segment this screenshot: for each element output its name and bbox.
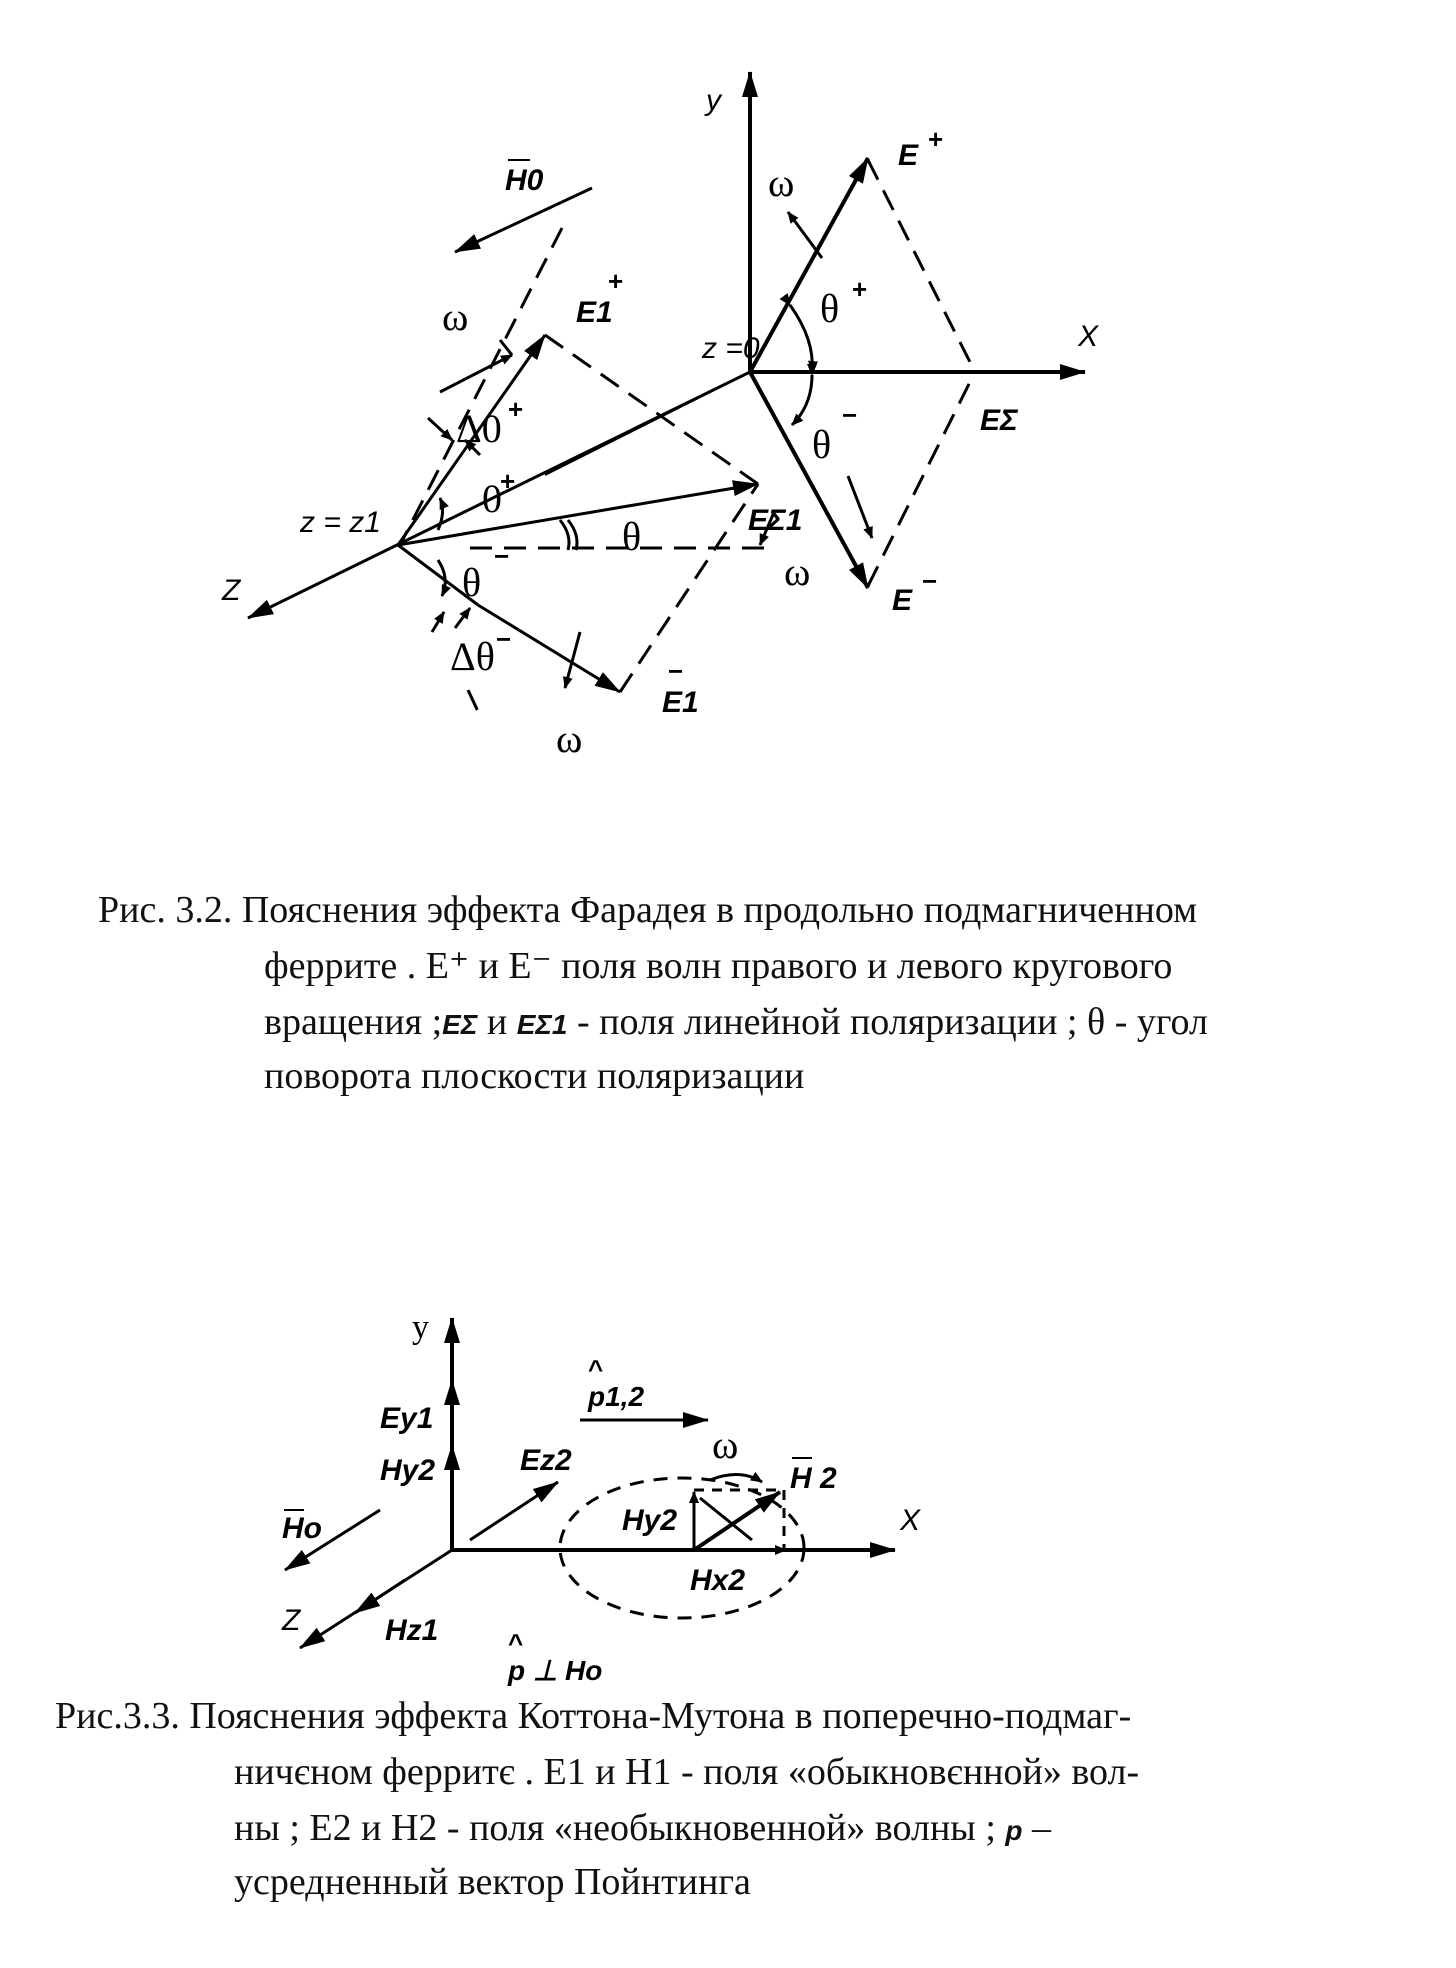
- delta-theta-minus-arrow-2: [432, 612, 444, 632]
- delta-theta-minus-label: Δθ: [450, 634, 495, 679]
- caption-3-3-line1: Пояснения эффекта Коттона-Мутона в поперечно-подмаг-: [189, 1695, 1132, 1737]
- x-axis-label: X: [1078, 320, 1099, 353]
- dashed-e-plus-side: [868, 160, 975, 372]
- dashed-e-minus-side: [868, 372, 975, 586]
- zero-plus-label: 0: [482, 476, 502, 521]
- caption-3-3-line3-a: ны ; E2 и H2 - поля «необыкновенной» волны ;: [234, 1807, 996, 1849]
- hz1-label: Hz1: [385, 1614, 439, 1647]
- caption-3-2-line3-e: - поля линейной поляризации ; θ - угол: [567, 1001, 1208, 1043]
- z0-label: z =0: [702, 332, 760, 365]
- caption-3-2-esigma: EΣ: [442, 1009, 478, 1040]
- h2-cross-line: [700, 1498, 752, 1540]
- omega-arrow-plus: [788, 212, 822, 258]
- zero-plus-sup: +: [500, 466, 516, 496]
- hy2-axis-label: Hy2: [380, 1454, 436, 1487]
- theta-arc: [560, 520, 569, 550]
- h0-label: H0: [505, 164, 544, 197]
- omega-arrow-minus: [848, 476, 872, 538]
- theta-plus-sup: +: [852, 274, 868, 304]
- caption-3-3-line2-row: [234, 1748, 1139, 1796]
- delta-theta-minus-arrow: [455, 608, 470, 628]
- delta-theta-minus-sup: −: [496, 624, 512, 654]
- e-sigma-line-to-z0: [545, 372, 750, 475]
- e1-plus-label: E1: [576, 296, 613, 329]
- ez2-arrow: [470, 1482, 558, 1540]
- figure-3-2: [248, 72, 1085, 720]
- theta-minus-label: θ: [812, 422, 832, 467]
- z-axis-label-3-3: Z: [282, 1604, 301, 1637]
- e-sigma1-label: EΣ1: [748, 504, 803, 537]
- theta-plus-arc: [790, 305, 812, 372]
- caption-3-3-p-hat: p: [1005, 1815, 1023, 1846]
- delta-theta-plus-sup: +: [508, 394, 524, 424]
- caption-3-2-label: Рис. 3.2.: [98, 889, 233, 931]
- dashed-lower-tick: [468, 690, 482, 720]
- omega-label-z1-minus: ω: [556, 716, 583, 761]
- theta-plus-small-arc: [438, 498, 443, 530]
- e-plus-sup: +: [928, 124, 944, 154]
- omega-label-z0-minus: ω: [784, 549, 811, 594]
- h2-arrow: [694, 1492, 780, 1550]
- omega-rotation-arrow: [710, 1474, 762, 1482]
- hx2-label: Hx2: [690, 1564, 746, 1597]
- figure-3-3-labels: [281, 1309, 921, 1686]
- caption-3-2-line4: поворота плоскости поляризации: [264, 1055, 805, 1097]
- caption-3-2-line2-row: [264, 942, 1172, 990]
- z1-label: z = z1: [300, 506, 381, 539]
- caption-3-3-line2: ничєном ферритє . E1 и H1 - поля «обыкновєнной» вол-: [234, 1751, 1140, 1793]
- p-hat: ^: [508, 1628, 524, 1658]
- delta-theta-plus-arrow: [428, 418, 452, 440]
- delta-theta-plus-label: Δ0: [456, 406, 502, 451]
- omega-arrow-e1-plus: [440, 355, 512, 392]
- omega-label-3-3: ω: [712, 1422, 739, 1467]
- caption-3-2-line2: феррите . E⁺ и E⁻ поля волн правого и левого кругового: [264, 945, 1173, 987]
- caption-3-3-line4-row: [234, 1858, 751, 1906]
- y-axis-label: y: [706, 84, 721, 117]
- theta-plus-label: θ: [820, 286, 840, 331]
- p-perp-ho-label: p ⊥ Ho: [508, 1655, 603, 1686]
- e-minus-label: E: [892, 584, 913, 617]
- e1-minus-label: E1: [662, 686, 699, 719]
- figure-3-2-labels: [221, 84, 1099, 761]
- h0-arrow: [455, 188, 592, 252]
- hz1-arrow: [355, 1580, 405, 1613]
- e1-minus-sup: −: [668, 656, 684, 686]
- omega-arrow-e1-plus-tail: [500, 340, 512, 355]
- hy2-label: Hy2: [622, 1504, 678, 1537]
- ho-label: Ho: [282, 1512, 322, 1545]
- e-plus-label: E: [898, 139, 919, 172]
- caption-3-2-line1: Пояснения эффекта Фарадея в продольно подмагниченном: [241, 889, 1198, 931]
- z-axis-label: Z: [222, 574, 241, 607]
- caption-3-2-esigma1: EΣ1: [516, 1009, 568, 1040]
- e-sigma-label: EΣ: [980, 404, 1018, 437]
- caption-3-2: [98, 886, 1197, 934]
- x-axis-label-3-3: X: [900, 1504, 921, 1537]
- caption-3-2-line3-a: вращения ;: [264, 1001, 443, 1043]
- caption-3-3-label: Рис.3.3.: [55, 1695, 180, 1737]
- p12-hat: ^: [588, 1354, 604, 1384]
- caption-3-3-line4: усредненный вектор Пойнтинга: [234, 1861, 751, 1903]
- theta-minus-arc: [792, 375, 812, 425]
- caption-3-3-line3-c: –: [1022, 1807, 1051, 1849]
- ey1-label: Ey1: [380, 1402, 434, 1435]
- caption-3-2-line4-row: [264, 1052, 804, 1100]
- theta-label: θ: [622, 514, 642, 559]
- omega-label-z1-plus: ω: [442, 294, 469, 339]
- theta-minus-small-label: θ: [462, 560, 482, 605]
- theta-minus-sup: −: [842, 400, 858, 430]
- caption-3-2-and: и: [486, 1001, 508, 1043]
- e1-plus-sup: +: [608, 266, 624, 296]
- caption-3-3-line3-row: [234, 1804, 1051, 1855]
- theta-minus-small-sup: −: [494, 541, 510, 571]
- omega-label-z0: ω: [768, 160, 795, 205]
- caption-3-2-line3-row: [264, 998, 1208, 1049]
- y-axis-label-3-3: y: [412, 1309, 429, 1346]
- caption-3-3: [55, 1692, 1131, 1740]
- ez2-label: Ez2: [520, 1444, 572, 1477]
- h2-label: H 2: [790, 1462, 837, 1495]
- e-minus-sup: −: [922, 566, 938, 596]
- e-sigma1-vector: [398, 484, 758, 545]
- dashed-e1-plus-line: [400, 228, 562, 545]
- p12-label: p1,2: [588, 1381, 645, 1412]
